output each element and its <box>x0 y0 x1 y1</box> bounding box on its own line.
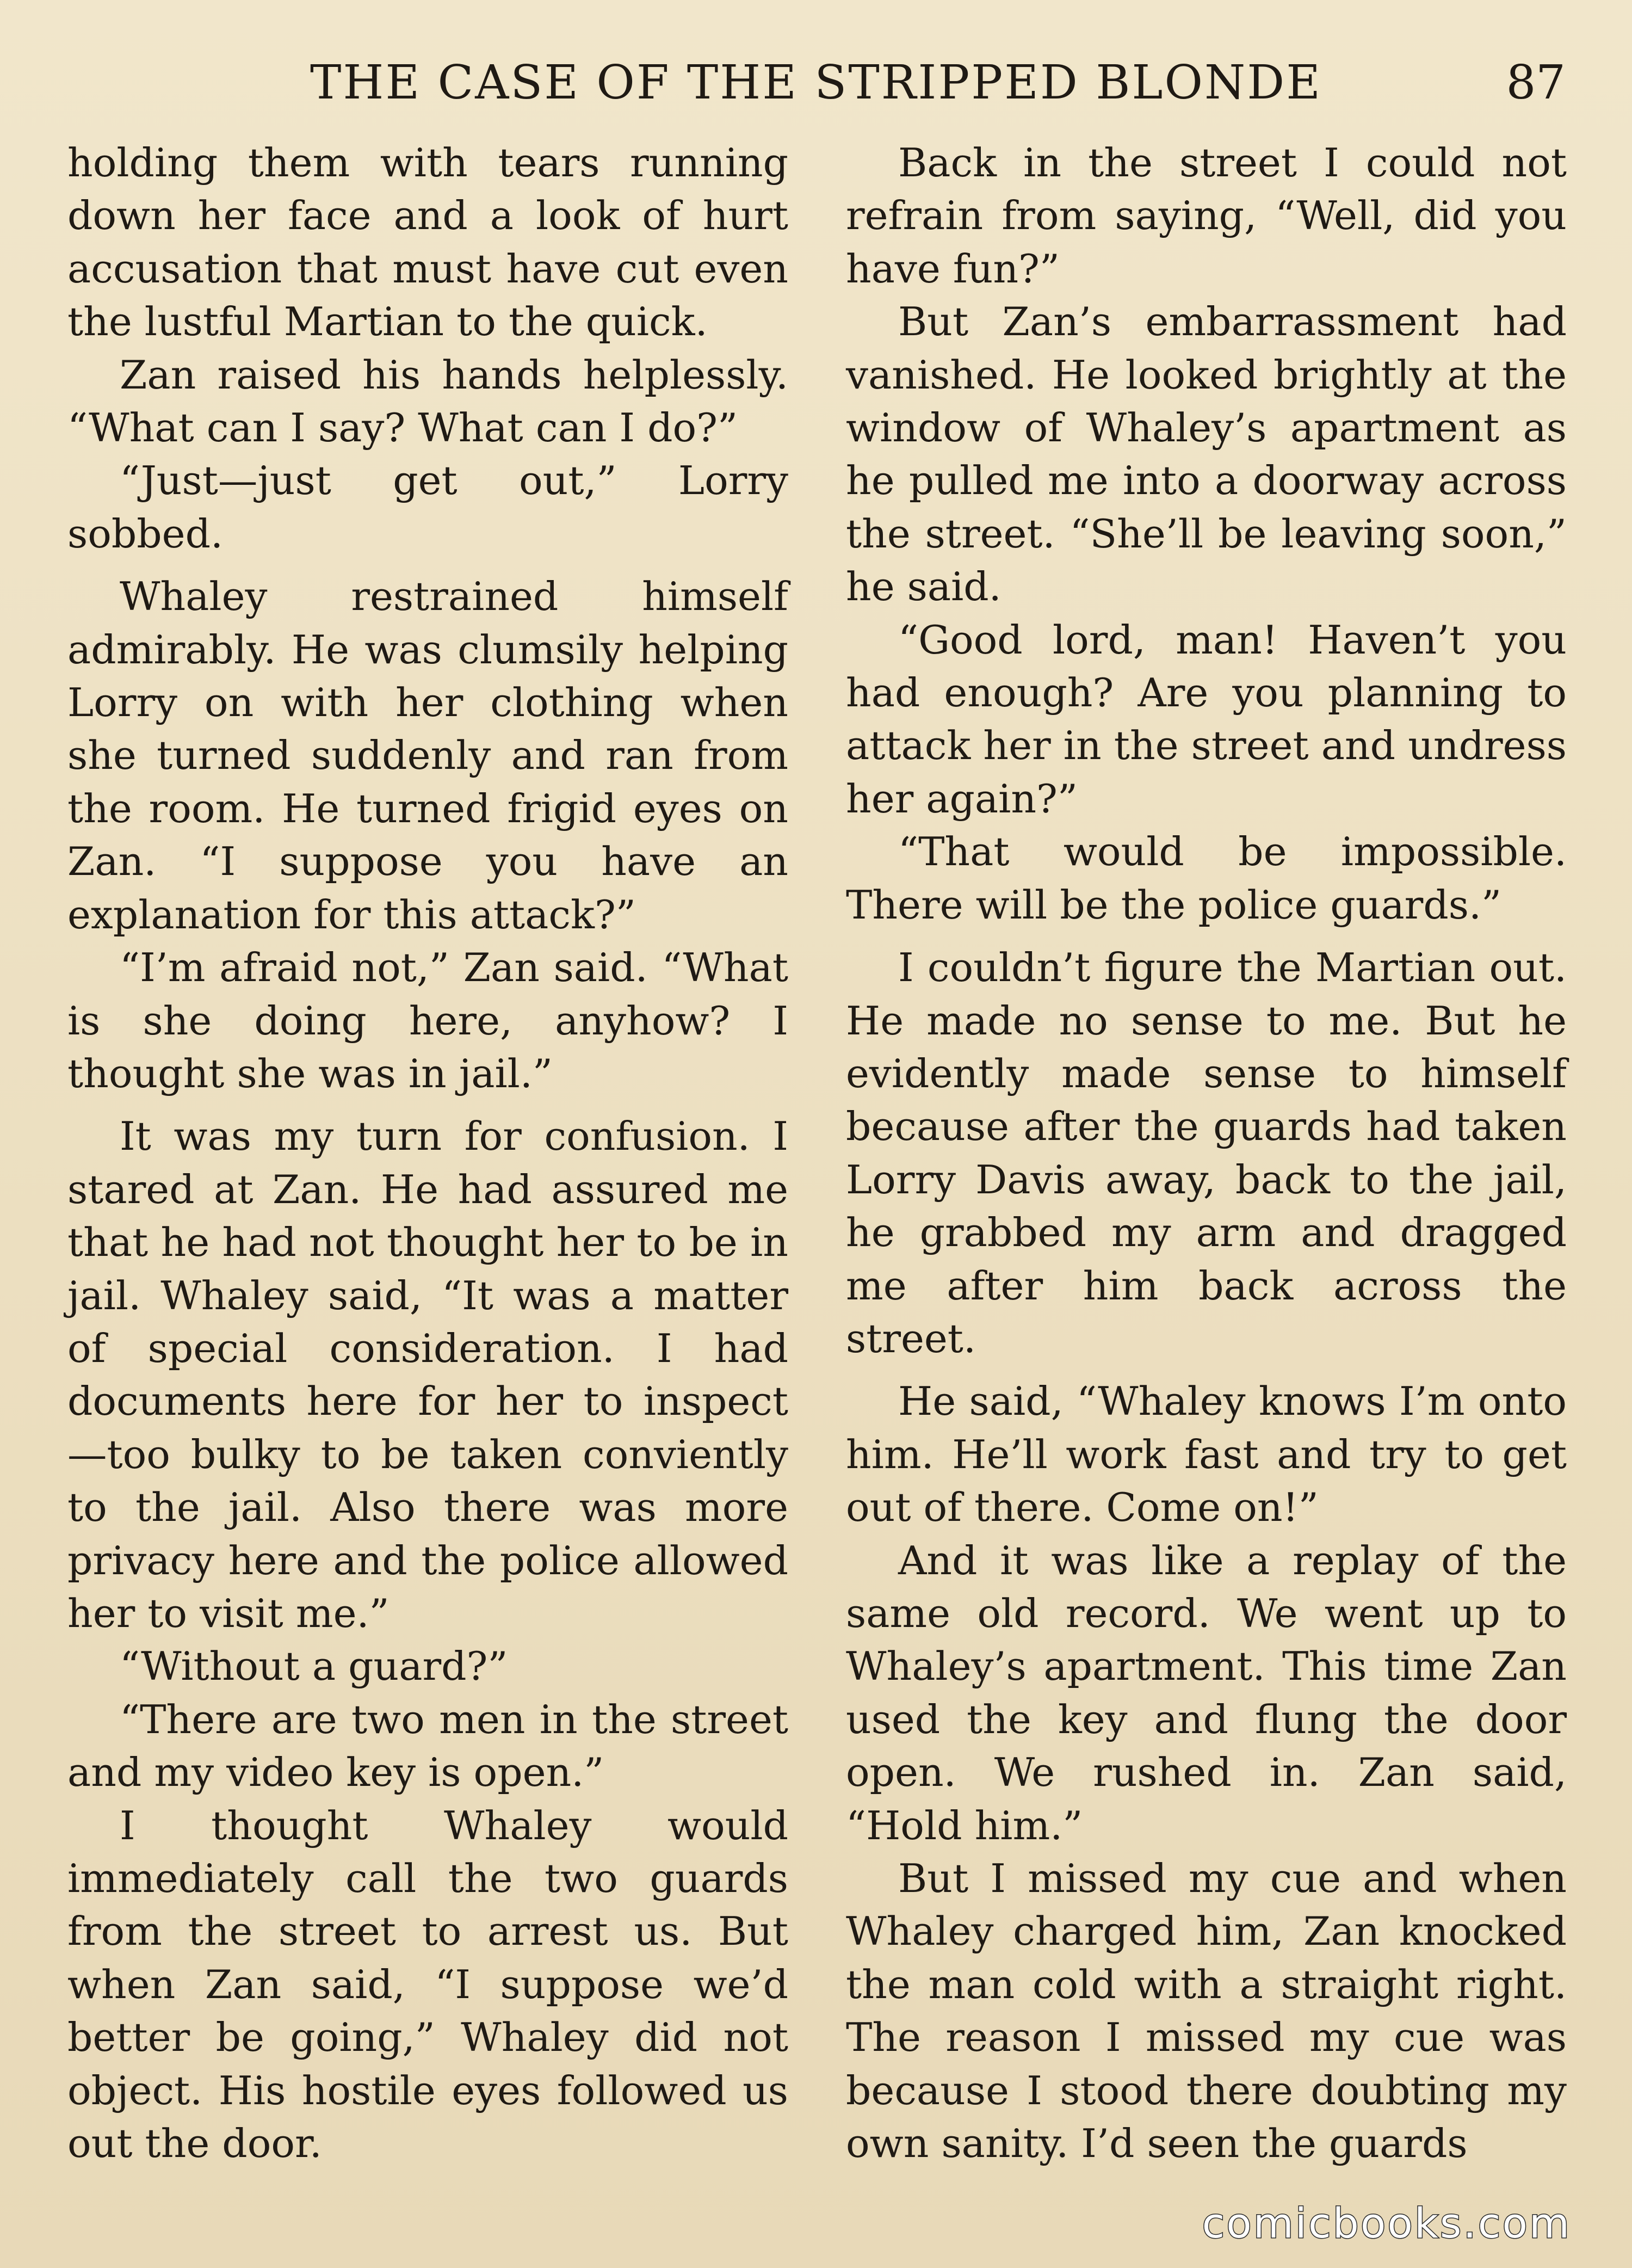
paragraph: “There are two men in the street and my video key is open.” <box>67 1697 788 1796</box>
paragraph: “I’m afraid not,” Zan said. “What is she doing here, anyhow? I thought she was in jail.” <box>67 945 788 1097</box>
paragraph: “Just—just get out,” Lorry sobbed. <box>67 458 788 557</box>
paragraph: I thought Whaley would immediately call the two guards from the street to arrest us. But when Zan said, “I suppose we’d better be going,” Whaley did not object. His hostile eyes followed us out the door. <box>67 1803 788 2167</box>
paragraph: “Good lord, man! Haven’t you had enough? Are you planning to attack her in the street and undress her again?” <box>846 617 1567 822</box>
paragraph: holding them with tears running down her face and a look of hurt accusation that must have cut even the lustful Martian to the quick. <box>67 140 788 346</box>
paragraph: Back in the street I could not refrain from saying, “Well, did you have fun?” <box>846 140 1567 292</box>
paragraph: Zan raised his hands helplessly. “What can I say? What can I do?” <box>67 352 788 452</box>
paragraph: It was my turn for confusion. I stared at Zan. He had assured me that he had not thought her to be in jail. Whaley said, “It was a matter of special consideration. I had documents here for her to inspect—too bulky to be taken conviently to the jail. Also there was more privacy here and the police allowed her to visit me.” <box>67 1114 788 1637</box>
running-title: THE CASE OF THE STRIPPED BLONDE <box>310 56 1322 110</box>
paragraph: I couldn’t figure the Martian out. He made no sense to me. But he evidently made sense to himself because after the guards had taken Lorry Davis away, back to the jail, he grabbed my arm and dragged me after him back across the street. <box>846 945 1567 1362</box>
right-text-column <box>846 137 1567 2171</box>
page-number: 87 <box>1506 56 1566 110</box>
paragraph: But I missed my cue and when Whaley charged him, Zan knocked the man cold with a straight right. The reason I missed my cue was because I stood there doubting my own sanity. I’d seen the guards <box>846 1856 1567 2167</box>
page-header <box>0 50 1632 115</box>
left-text-column <box>67 137 788 2171</box>
paragraph: “Without a guard?” <box>120 1644 508 1690</box>
paragraph: But Zan’s embarrassment had vanished. He looked brightly at the window of Whaley’s apartment as he pulled me into a doorway across the street. “She’ll be leaving soon,” he said. <box>846 299 1567 611</box>
paragraph: And it was like a replay of the same old record. We went up to Whaley’s apartment. This time Zan used the key and flung the door open. We rushed in. Zan said, “Hold him.” <box>846 1538 1567 1849</box>
source-watermark: comicbooks.com <box>1202 2199 1571 2247</box>
paragraph: “That would be impossible. There will be the police guards.” <box>846 829 1567 928</box>
paragraph: He said, “Whaley knows I’m onto him. He’ll work fast and try to get out of there. Come on!” <box>846 1379 1567 1531</box>
paragraph: Whaley restrained himself admirably. He was clumsily helping Lorry on with her clothing when she turned suddenly and ran from the room. He turned frigid eyes on Zan. “I suppose you have an explanation for this attack?” <box>67 574 788 938</box>
